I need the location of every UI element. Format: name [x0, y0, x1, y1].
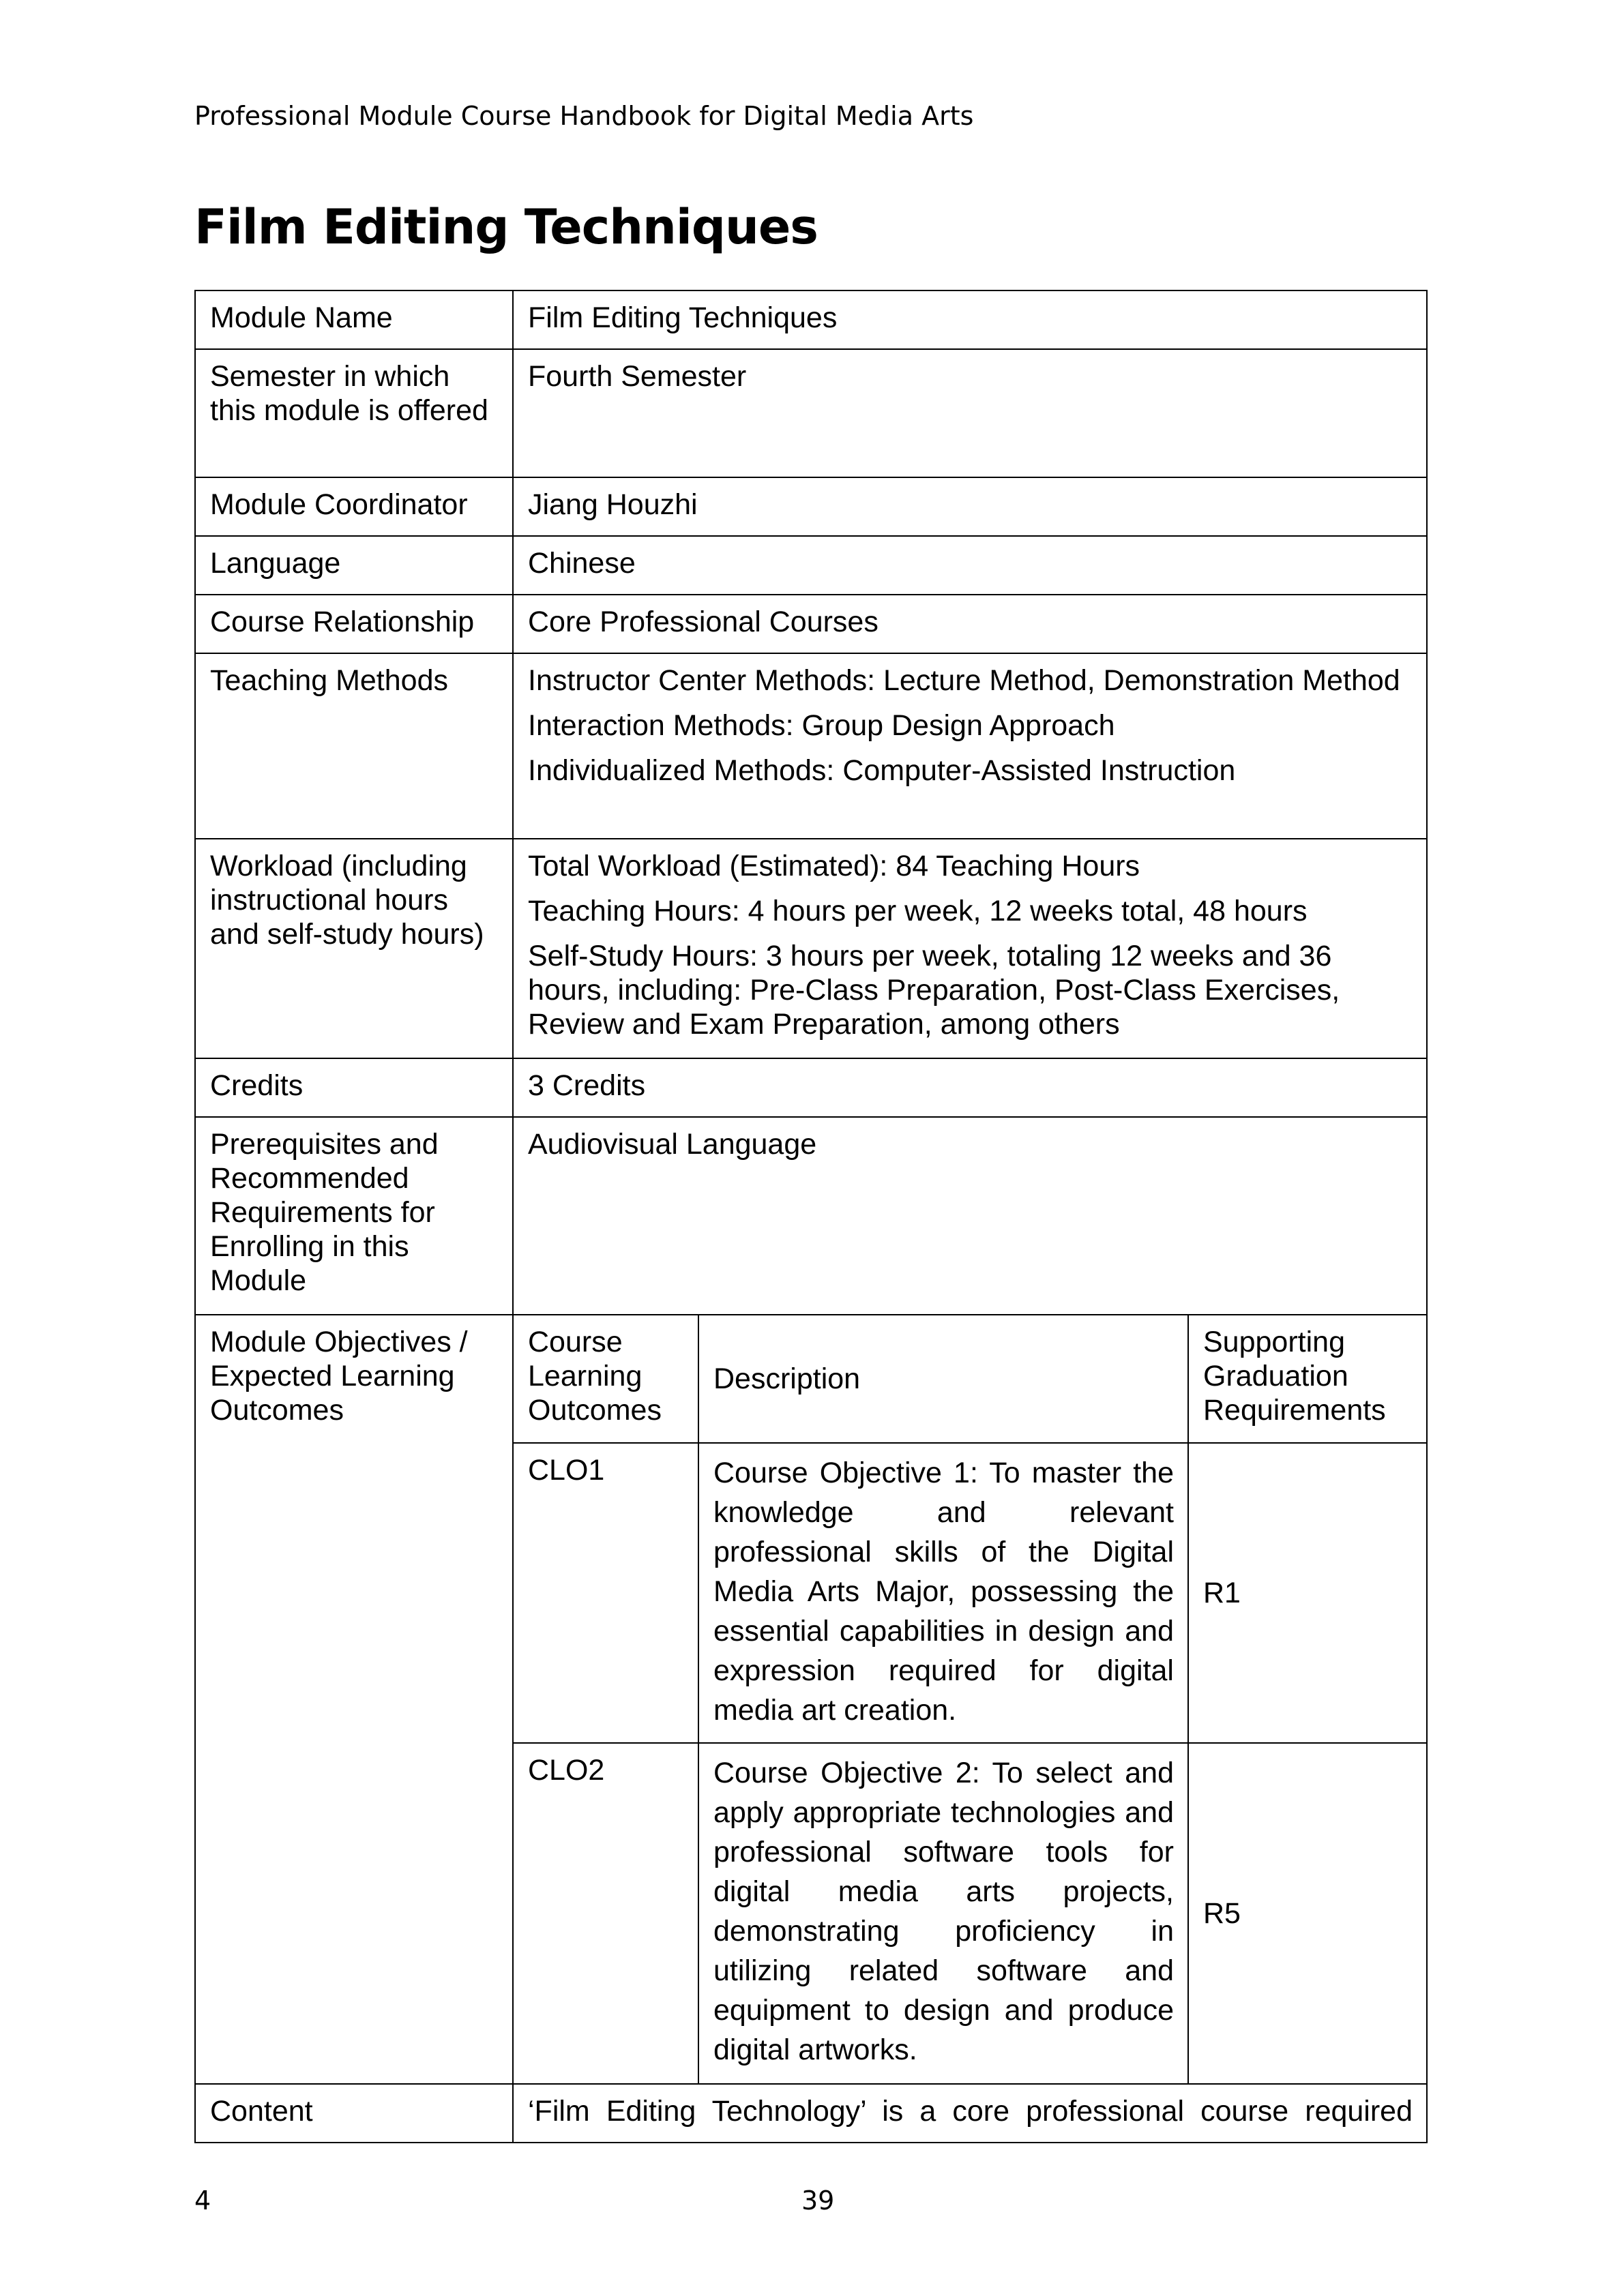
- teaching-method-item: Instructor Center Methods: Lecture Method, Demonstration Method: [528, 664, 1400, 697]
- row-value: ‘Film Editing Technology’ is a core professional course required: [513, 2084, 1427, 2143]
- footer-left-number: 4: [194, 2186, 211, 2216]
- page-number: 39: [801, 2186, 835, 2216]
- table-row: [195, 1058, 1427, 1117]
- column-header: Course Learning Outcomes: [513, 1315, 698, 1443]
- table-row: [195, 1315, 1427, 1443]
- clo-id: CLO1: [513, 1443, 698, 1743]
- table-row: [195, 839, 1427, 1058]
- graduation-requirement: R1: [1188, 1443, 1427, 1743]
- table-row: [195, 653, 1427, 839]
- page-title: Film Editing Techniques: [194, 199, 818, 255]
- clo-description: Course Objective 2: To select and apply appropriate technologies and professional software tools for digital media arts projects, demonstrating proficiency in utilizing related software and equipment to design and produce digital artworks.: [698, 1743, 1188, 2084]
- row-label: Credits: [195, 1058, 513, 1117]
- teaching-method-item: Individualized Methods: Computer-Assisted Instruction: [528, 754, 1236, 787]
- table-row: [195, 290, 1427, 349]
- row-label: Semester in which this module is offered: [195, 349, 513, 477]
- workload-item: Total Workload (Estimated): 84 Teaching Hours: [528, 850, 1140, 882]
- running-header: Professional Module Course Handbook for Digital Media Arts: [194, 101, 974, 131]
- row-value: [513, 653, 1427, 839]
- row-label: Prerequisites and Recommended Requirements for Enrolling in this Module: [195, 1117, 513, 1315]
- row-label: Workload (including instructional hours and self-study hours): [195, 839, 513, 1058]
- row-value: Fourth Semester: [513, 349, 1427, 477]
- table-row: [195, 2084, 1427, 2143]
- row-label: Language: [195, 536, 513, 595]
- row-value: Jiang Houzhi: [513, 477, 1427, 536]
- column-header: Description: [698, 1315, 1188, 1443]
- table-row: [195, 536, 1427, 595]
- module-table: [194, 290, 1428, 2143]
- row-value: Core Professional Courses: [513, 595, 1427, 653]
- workload-item: Teaching Hours: 4 hours per week, 12 weeks total, 48 hours: [528, 895, 1308, 927]
- row-value: Audiovisual Language: [513, 1117, 1427, 1315]
- row-value: Film Editing Techniques: [513, 290, 1427, 349]
- teaching-method-item: Interaction Methods: Group Design Approach: [528, 709, 1115, 742]
- row-value: Chinese: [513, 536, 1427, 595]
- table-row: [195, 349, 1427, 477]
- graduation-requirement: R5: [1188, 1743, 1427, 2084]
- table-row: [195, 595, 1427, 653]
- row-label: Module Coordinator: [195, 477, 513, 536]
- row-label: Module Name: [195, 290, 513, 349]
- row-label: Content: [195, 2084, 513, 2143]
- column-header: Supporting Graduation Requirements: [1188, 1315, 1427, 1443]
- row-label: Course Relationship: [195, 595, 513, 653]
- table-row: [195, 477, 1427, 536]
- table-row: [195, 1117, 1427, 1315]
- row-value: 3 Credits: [513, 1058, 1427, 1117]
- row-value: [513, 839, 1427, 1058]
- clo-description: Course Objective 1: To master the knowledge and relevant professional skills of the Digital Media Arts Major, possessing the essential capabilities in design and expression required for digital media art creation.: [698, 1443, 1188, 1743]
- row-label: Teaching Methods: [195, 653, 513, 839]
- clo-id: CLO2: [513, 1743, 698, 2084]
- workload-item: Self-Study Hours: 3 hours per week, totaling 12 weeks and 36 hours, including: Pre-Class Preparation, Post-Class Exercises, Review and Exam Preparation, among others: [528, 940, 1340, 1041]
- row-label: Module Objectives / Expected Learning Outcomes: [195, 1315, 513, 2084]
